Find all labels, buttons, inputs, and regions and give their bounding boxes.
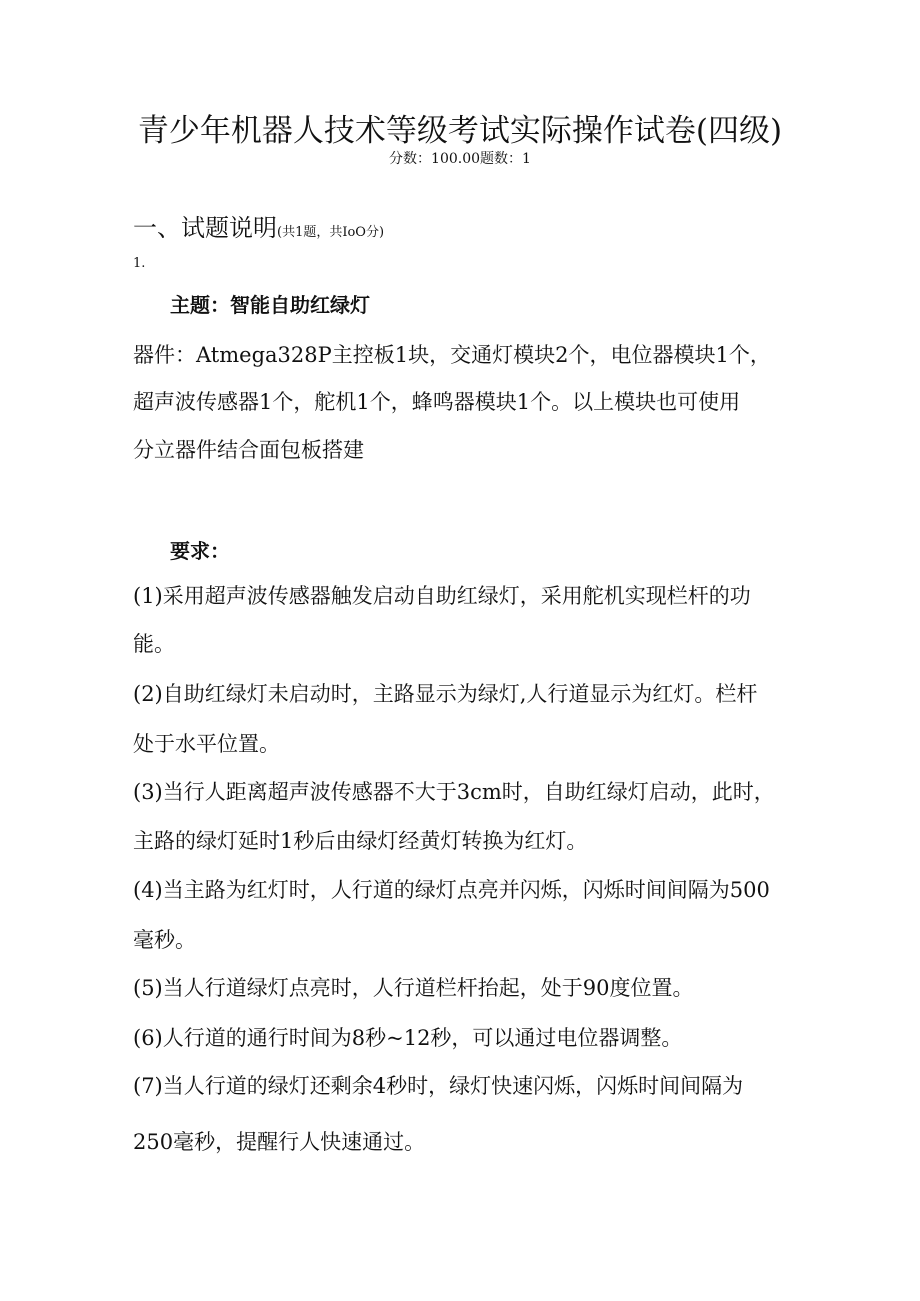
requirement-line: (6)人行道的通行时间为8秒~12秒，可以通过电位器调整。 (133, 1026, 683, 1050)
requirement-line: (1)采用超声波传感器触发启动自助红绿灯，采用舵机实现栏杆的功 (133, 584, 751, 608)
requirements-heading: 要求： (170, 539, 230, 563)
devices-line: 超声波传感器1个，舵机1个，蜂鸣器模块1个。以上模块也可使用 (133, 390, 741, 414)
requirement-line: (5)当人行道绿灯点亮时，人行道栏杆抬起，处于90度位置。 (133, 976, 694, 1000)
requirement-line: 能。 (133, 632, 175, 656)
requirement-line: 250毫秒，提醒行人快速通过。 (133, 1130, 426, 1154)
requirement-line: 处于水平位置。 (133, 732, 280, 756)
section-heading (133, 208, 384, 243)
devices-line: 分立器件结合面包板搭建 (133, 438, 364, 462)
score-and-count: 分数：100.00题数：1 (389, 151, 531, 167)
devices-line: 器件：Atmega328P主控板1块，交通灯模块2个，电位器模块1个， (133, 343, 771, 367)
requirement-line: (4)当主路为红灯时，人行道的绿灯点亮并闪烁，闪烁时间间隔为500 (133, 878, 770, 902)
section-note: (共1题，共IoO分) (277, 225, 385, 240)
page-title: 青少年机器人技术等级考试实际操作试卷(四级) (137, 113, 783, 149)
requirement-line: 主路的绿灯延时1秒后由绿灯经黄灯转换为红灯。 (133, 829, 588, 853)
section-heading-text: 一、试题说明 (133, 214, 277, 242)
topic-heading: 主题：智能自助红绿灯 (170, 293, 370, 317)
requirement-line: (7)当人行道的绿灯还剩余4秒时，绿灯快速闪烁，闪烁时间间隔为 (133, 1074, 744, 1098)
requirement-line: (3)当行人距离超声波传感器不大于3cm时，自助红绿灯启动，此时， (133, 780, 775, 804)
question-number: 1. (133, 256, 146, 271)
requirement-line: 毫秒。 (133, 928, 196, 952)
requirement-line: (2)自助红绿灯未启动时，主路显示为绿灯,人行道显示为红灯。栏杆 (133, 682, 758, 706)
